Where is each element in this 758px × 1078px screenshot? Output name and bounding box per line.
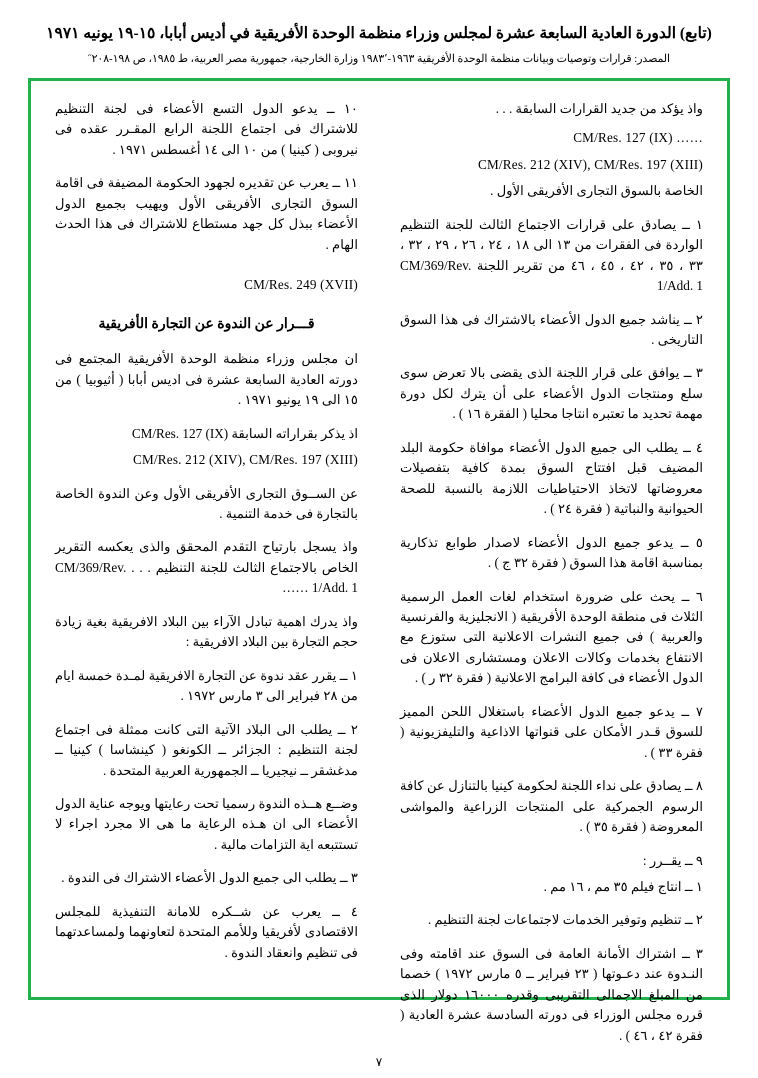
right-column <box>392 99 711 1043</box>
para-item-11: ١١ ــ يعرب عن تقديره لجهود الحكومة المضيفة فى اقامة السوق التجارى الأفريقى الأول ويهيب بجميع الدول الأعضاء ببذل كل جهد مستطاع للاشتراك فى هذا الحدث الهام . <box>55 175 358 252</box>
para-recall: واذ يؤكد من جديد القرارات السابقة . . . <box>495 100 703 116</box>
heading-resolution: قـــرار عن الندوة عن التجارة الأفريقية <box>98 316 315 332</box>
ref-cm-res-127: CM/Res. 127 (IX) …… <box>573 130 703 146</box>
para-item-9-2: ٢ ــ تنظيم وتوفير الخدمات لاجتماعات لجنة التنظيم . <box>427 912 703 928</box>
para-recall-prev: اذ يذكر بقراراته السابقة CM/Res. 127 (IX) <box>131 425 358 441</box>
page-number: ٧ <box>375 1055 383 1069</box>
para-item-9-1: ١ ــ انتاج فيلم ٣٥ مم ، ١٦ مم . <box>543 879 703 894</box>
para-trade-fair: الخاصة بالسوق التجارى الأفريقى الأول . <box>490 183 703 199</box>
para-item-10: ١٠ ــ يدعو الدول التسع الأعضاء فى لجنة التنظيم للاشتراك فى اجتماع اللجنة الرابع المقـرر عقده فى نيروبى ( كينيا ) من ١٠ الى ١٤ أغسطس ١٩٧١ . <box>55 100 358 157</box>
para-item-2: ٢ ــ يناشد جميع الدول الأعضاء بالاشتراك فى هذا السوق التاريخى . <box>400 311 703 348</box>
ref-cm-res-249: CM/Res. 249 (XVII) <box>244 277 358 293</box>
ref-cm-res-212-197: CM/Res. 212 (XIV), CM/Res. 197 (XIII) <box>478 156 703 172</box>
page-title: (تابع) الدورة العادية السابعة عشرة لمجلس وزراء منظمة الوحدة الأفريقية في أديس أبابا، ١٥-١٩ يونيه ١٩٧١ <box>46 25 712 42</box>
page-header <box>28 24 730 66</box>
para-preamble: ان مجلس وزراء منظمة الوحدة الأفريقية المجتمع فى دورته العادية السابعة عشرة فى اديس أبابا ( أثيوبيا ) من ١٥ الى ١٩ يونيو ١٩٧١ . <box>55 351 358 408</box>
ref-cm-res-212-197-b: CM/Res. 212 (XIV), CM/Res. 197 (XIII) <box>133 452 358 468</box>
para-awareness: واذ يدرك اهمية تبادل الآراء بين البلاد الافريقية بغية زيادة حجم التجارة بين البلاد الافريقية : <box>55 613 358 650</box>
para-satisfaction: واذ يسجل بارتياح التقدم المحقق والذى يعكسه التقرير الخاص بالاجتماع الثالث للجنة التنظيم . . . CM/369/Rev. 1/Add. 1 …… <box>55 539 358 596</box>
two-column-layout <box>47 99 711 1043</box>
para-b-item-1: ١ ــ يقرر عقد ندوة عن التجارة الافريقية لمـدة خمسة ايام من ٢٨ فبراير الى ٣ مارس ١٩٧٢ . <box>55 667 358 704</box>
para-item-6: ٦ ــ يحث على ضرورة استخدام لغات العمل الرسمية الثلاث فى منطقة الوحدة الأفريقية ( الانجليزية والفرنسية والعربية ) فى جميع النشرات الاعلانية التى ستوزع مع الانتفاع بخدمات وكالات الاعلان ومستشارى الاعلان فى الدول الأعضاء فى كافة البرامج الاعلانية ( فقرة ٣٢ ر ) . <box>400 588 703 686</box>
para-item-1: ١ ــ يصادق على قرارات الاجتماع الثالث للجنة التنظيم الواردة فى الفقرات من ١٣ الى ١٨ ، ٢٤ ، ٢٦ ، ٢٩ ، ٣٢ ، ٣٣ ، ٣٥ ، ٤٢ ، ٤٥ ، ٤٦ من تقرير اللجنة CM/369/Rev. 1/Add. 1 <box>400 216 703 294</box>
para-trade-fair-b: عن الســوق التجارى الأفريقى الأول وعن الندوة الخاصة بالتجارة فى خدمة التنمية . <box>55 485 358 521</box>
para-item-5: ٥ ــ يدعو جميع الدول الأعضاء لاصدار طوابع تذكارية بمناسبة اقامة هذا السوق ( فقرة ٣٢ ج ) . <box>400 534 703 571</box>
para-item-9: ٩ ــ يقــرر : <box>642 852 703 868</box>
para-item-8: ٨ ــ يصادق على نداء اللجنة لحكومة كينيا بالتنازل عن كافة الرسوم الجمركية على المنتجات الزراعية والمواشى المعروضة ( فقرة ٣٥ ) . <box>400 778 703 835</box>
para-b-item-4: ٤ ــ يعرب عن شــكره للامانة التنفيذية للمجلس الاقتصادى لأفريقيا وللأمم المتحدة لتعاونهما ولمساعدتهما فى تنظيم وانعقاد الندوة . <box>55 903 358 960</box>
para-item-4: ٤ ــ يطلب الى جميع الدول الأعضاء موافاة حكومة البلد المضيف قبل افتتاح السوق بمدة كافية بتفصيلات معروضاتها لاتخاذ الاحتياطيات اللازمة بالنسبة للصحة الحيوانية والنباتية ( فقرة ٢٤ ) . <box>400 439 703 517</box>
content-frame <box>28 78 730 1043</box>
source-line: المصدر: ‏قرارات وتوصيات وبيانات منظمة الوحدة الأفريقية ١٩٦٣-١٩٨٣٬ وزارة الخارجية، جمهورية مصر العربية، ط ١٩٨٥، ص ١٩٨-٢٠٨˝ <box>87 52 670 65</box>
left-column <box>47 99 366 987</box>
para-item-9-3: ٣ ــ اشتراك الأمانة العامة فى السوق عند اقامته وفى النـدوة عند دعـوتها ( ٢٣ فبراير ــ ٥ مارس ١٩٧٢ ) خصما من المبلغ الاجمالى التقريبى وقدره ١٦٠٠٠ دولار الذى قرره مجلس الوزراء فى دورته السادسة عشرة العادية ( فقرة ٤٢ ، ٤٦ ) . <box>400 945 703 1043</box>
para-b-item-3: ٣ ــ يطلب الى جميع الدول الأعضاء الاشتراك فى الندوة . <box>61 870 358 886</box>
para-b-item-2: ٢ ــ يطلب الى البلاد الآتية التى كانت ممثلة فى اجتماع لجنة التنظيم : الجزائر ــ الكونغو ( كينشاسا ) كينيا ــ مدغشقر ــ نيجيريا ــ الجمهورية العربية المتحدة . <box>55 721 358 778</box>
para-item-7: ٧ ــ يدعو جميع الدول الأعضاء باستغلال اللحن المميز للسوق قـدر الأمكان على قنواتها الاذاعية والتليفزيونية ( فقرة ٣٣ ) . <box>400 703 703 760</box>
para-b-sponsorship: وضــع هــذه الندوة رسميا تحت رعايتها ويوجه عناية الدول الأعضاء الى ان هـذه الرعاية ما هى الا مجرد اجراء لا تستتبعه اية التزامات مالية . <box>55 795 358 852</box>
para-item-3: ٣ ــ يوافق على قرار اللجنة الذى يقضى بالا تعرض سوى سلع ومنتجات الدول الأعضاء على أن يترك لكل دورة مهمة تحديد ما تعتبره انتاجا محليا ( الفقرة ١٦ ) . <box>400 365 703 422</box>
